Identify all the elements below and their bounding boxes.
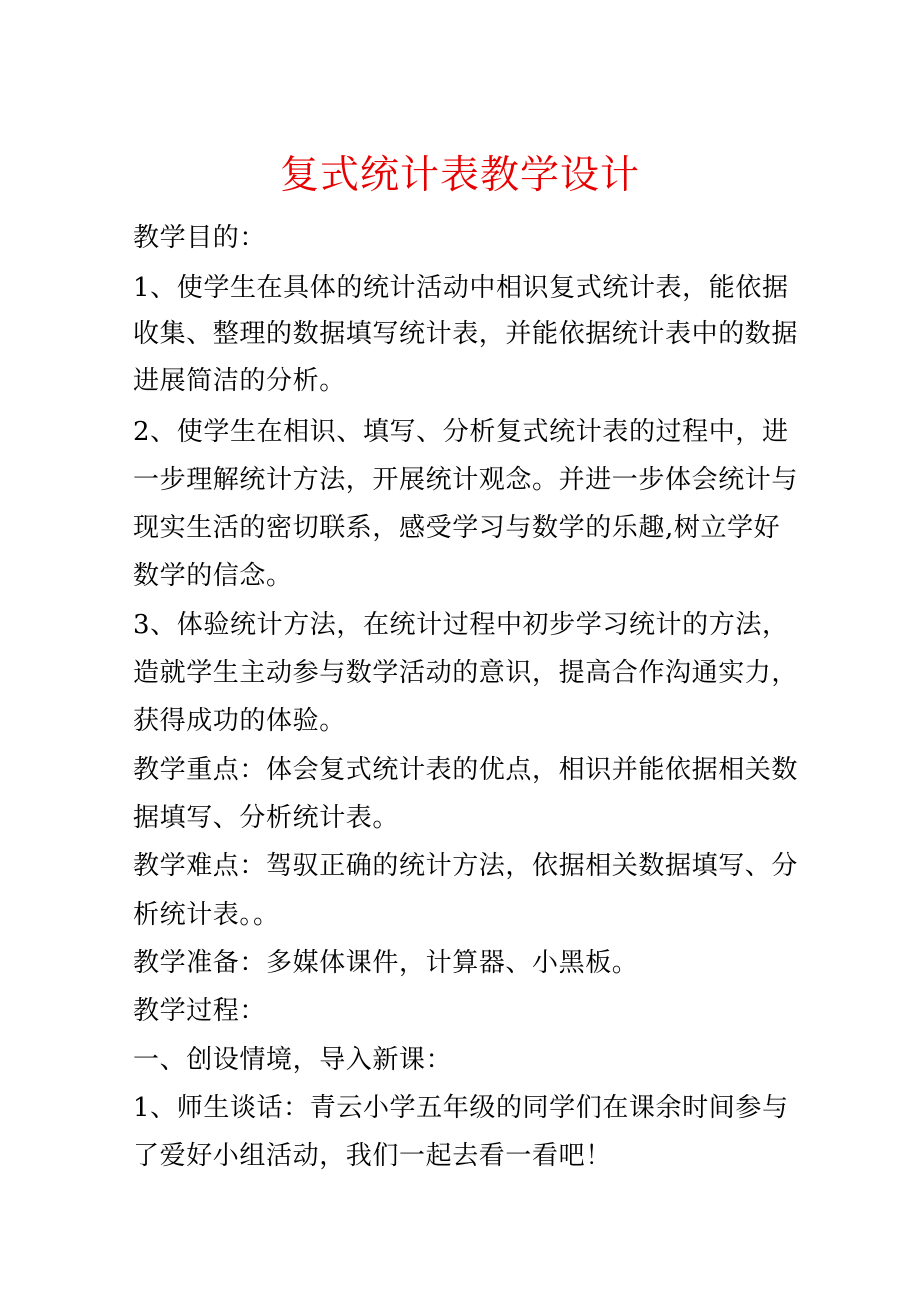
line-objective-1c: 进展简洁的分析。 <box>133 366 346 396</box>
line-objective-2a: 2、使学生在相识、填写、分析复式统计表的过程中，进 <box>133 417 789 447</box>
line-preparation: 教学准备：多媒体课件，计算器、小黑板。 <box>133 948 639 978</box>
line-step-1a: 1、师生谈话：青云小学五年级的同学们在课余时间参与 <box>133 1093 789 1123</box>
line-objective-2c: 现实生活的密切联系，感受学习与数学的乐趣,树立学好 <box>133 513 781 543</box>
document-title: 复式统计表教学设计 <box>279 153 640 198</box>
line-section-1-heading: 一、创设情境，导入新课： <box>133 1045 453 1075</box>
line-difficulties-a: 教学难点：驾驭正确的统计方法，依据相关数据填写、分 <box>133 851 799 881</box>
line-objective-2b: 一步理解统计方法，开展统计观念。并进一步体会统计与 <box>133 465 799 495</box>
line-objective-2d: 数学的信念。 <box>133 561 293 591</box>
line-objective-1a: 1、使学生在具体的统计活动中相识复式统计表，能依据 <box>133 273 789 303</box>
line-step-1b: 了爱好小组活动，我们一起去看一看吧！ <box>133 1141 612 1171</box>
line-objective-3b: 造就学生主动参与数学活动的意识，提高合作沟通实力， <box>133 658 799 688</box>
line-teaching-objectives-heading: 教学目的： <box>133 223 267 253</box>
line-objective-3c: 获得成功的体验。 <box>133 706 346 736</box>
line-key-points-b: 据填写、分析统计表。 <box>133 803 400 833</box>
line-key-points-a: 教学重点：体会复式统计表的优点，相识并能依据相关数 <box>133 755 799 785</box>
line-objective-3a: 3、体验统计方法，在统计过程中初步学习统计的方法， <box>133 610 789 640</box>
line-objective-1b: 收集、整理的数据填写统计表，并能依据统计表中的数据 <box>133 319 799 349</box>
line-difficulties-b: 析统计表。。 <box>133 900 280 930</box>
line-process-heading: 教学过程： <box>133 996 267 1026</box>
